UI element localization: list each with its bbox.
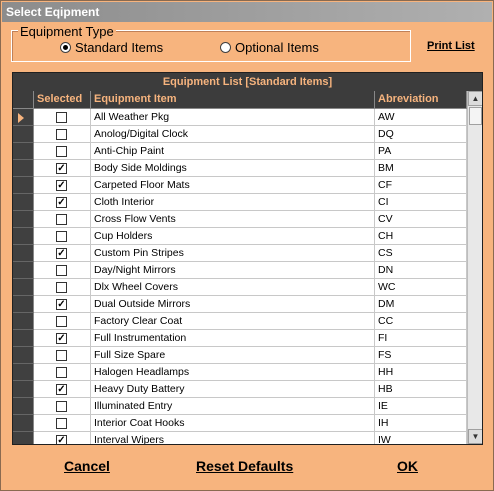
abreviation-cell[interactable]: DN: [375, 262, 467, 279]
row-header[interactable]: [13, 313, 34, 330]
table-row[interactable]: [13, 330, 467, 347]
row-header[interactable]: [13, 279, 34, 296]
table-row[interactable]: [13, 279, 467, 296]
row-header[interactable]: [13, 143, 34, 160]
abreviation-cell[interactable]: PA: [375, 143, 467, 160]
equipment-item-cell[interactable]: Custom Pin Stripes: [91, 245, 375, 262]
cancel-button[interactable]: Cancel: [64, 458, 110, 474]
equipment-type-label: Equipment Type: [20, 24, 114, 39]
equipment-item-cell[interactable]: Anti-Chip Paint: [91, 143, 375, 160]
table-row[interactable]: [13, 211, 467, 228]
arrow-down-icon[interactable]: ▼: [468, 429, 483, 444]
row-header[interactable]: [13, 398, 34, 415]
column-header-equipment-item[interactable]: Equipment Item: [91, 91, 375, 109]
equipment-grid: [12, 72, 483, 445]
radio-optional-items[interactable]: [220, 40, 319, 55]
abreviation-cell[interactable]: HH: [375, 364, 467, 381]
radio-optional-dot[interactable]: [220, 42, 231, 53]
selected-cell: [34, 347, 91, 364]
selected-cell: [34, 143, 91, 160]
selected-checkbox[interactable]: [56, 350, 67, 361]
radio-standard-items[interactable]: [60, 40, 163, 55]
selected-cell: [34, 398, 91, 415]
row-header[interactable]: [13, 262, 34, 279]
table-row[interactable]: [13, 313, 467, 330]
table-row[interactable]: [13, 432, 467, 445]
table-row[interactable]: [13, 364, 467, 381]
row-header[interactable]: [13, 211, 34, 228]
arrow-up-icon[interactable]: ▲: [468, 91, 483, 106]
abreviation-cell[interactable]: HB: [375, 381, 467, 398]
grid-header: [13, 91, 467, 109]
equipment-item-cell[interactable]: Interval Wipers: [91, 432, 375, 445]
abreviation-cell[interactable]: IH: [375, 415, 467, 432]
header-corner: [13, 91, 34, 109]
vertical-scrollbar[interactable]: [467, 91, 482, 444]
equipment-item-cell[interactable]: Full Size Spare: [91, 347, 375, 364]
row-header[interactable]: [13, 194, 34, 211]
abreviation-cell[interactable]: CS: [375, 245, 467, 262]
equipment-item-cell[interactable]: All Weather Pkg: [91, 109, 375, 126]
equipment-item-cell[interactable]: Interior Coat Hooks: [91, 415, 375, 432]
abreviation-cell[interactable]: WC: [375, 279, 467, 296]
selected-checkbox[interactable]: [56, 418, 67, 429]
selected-cell: [34, 364, 91, 381]
equipment-item-cell[interactable]: Anolog/Digital Clock: [91, 126, 375, 143]
abreviation-cell[interactable]: AW: [375, 109, 467, 126]
row-header[interactable]: [13, 160, 34, 177]
scrollbar-thumb[interactable]: [469, 107, 482, 125]
selected-cell: [34, 194, 91, 211]
grid-rows: [13, 109, 467, 445]
selected-checkbox[interactable]: [56, 401, 67, 412]
selected-checkbox[interactable]: ✓: [57, 197, 66, 208]
selected-cell: [34, 126, 91, 143]
abreviation-cell[interactable]: FS: [375, 347, 467, 364]
equipment-type-group: [11, 24, 411, 62]
selected-checkbox[interactable]: ✓: [57, 333, 66, 344]
table-row[interactable]: [13, 109, 467, 126]
table-row[interactable]: [13, 347, 467, 364]
table-row[interactable]: [13, 126, 467, 143]
reset-defaults-button[interactable]: Reset Defaults: [196, 458, 294, 474]
equipment-item-cell[interactable]: Factory Clear Coat: [91, 313, 375, 330]
abreviation-cell[interactable]: CC: [375, 313, 467, 330]
equipment-item-cell[interactable]: Carpeted Floor Mats: [91, 177, 375, 194]
selected-cell: [34, 245, 91, 262]
equipment-item-cell[interactable]: Heavy Duty Battery: [91, 381, 375, 398]
row-header[interactable]: [13, 245, 34, 262]
print-list-link[interactable]: Print List: [427, 40, 475, 52]
selected-checkbox[interactable]: [56, 112, 67, 123]
selected-checkbox[interactable]: [56, 367, 67, 378]
column-header-selected[interactable]: Selected: [34, 91, 91, 109]
column-header-abreviation[interactable]: Abreviation: [375, 91, 467, 109]
selected-checkbox[interactable]: [56, 231, 67, 242]
equipment-item-cell[interactable]: Day/Night Mirrors: [91, 262, 375, 279]
grid-caption: Equipment List [Standard Items]: [13, 73, 482, 91]
selected-cell: [34, 415, 91, 432]
selected-checkbox[interactable]: [56, 265, 67, 276]
row-header[interactable]: [13, 228, 34, 245]
equipment-item-cell[interactable]: Dlx Wheel Covers: [91, 279, 375, 296]
selected-checkbox[interactable]: [56, 129, 67, 140]
row-header[interactable]: [13, 296, 34, 313]
ok-button[interactable]: OK: [397, 458, 418, 474]
abreviation-cell[interactable]: IE: [375, 398, 467, 415]
abreviation-cell[interactable]: DM: [375, 296, 467, 313]
selected-cell: [34, 228, 91, 245]
row-header[interactable]: [13, 177, 34, 194]
row-header[interactable]: [13, 432, 34, 445]
abreviation-cell[interactable]: CI: [375, 194, 467, 211]
table-row[interactable]: [13, 228, 467, 245]
selected-cell: [34, 381, 91, 398]
equipment-item-cell[interactable]: Cloth Interior: [91, 194, 375, 211]
abreviation-cell[interactable]: DQ: [375, 126, 467, 143]
table-row[interactable]: [13, 381, 467, 398]
abreviation-cell[interactable]: CF: [375, 177, 467, 194]
selected-checkbox[interactable]: [56, 282, 67, 293]
selected-checkbox[interactable]: ✓: [57, 384, 66, 395]
row-header[interactable]: [13, 381, 34, 398]
table-row[interactable]: [13, 245, 467, 262]
row-header[interactable]: [13, 330, 34, 347]
equipment-item-cell[interactable]: Cup Holders: [91, 228, 375, 245]
equipment-item-cell[interactable]: Illuminated Entry: [91, 398, 375, 415]
selected-cell: [34, 330, 91, 347]
selected-cell: [34, 211, 91, 228]
equipment-item-cell[interactable]: Dual Outside Mirrors: [91, 296, 375, 313]
selected-cell: [34, 262, 91, 279]
table-row[interactable]: [13, 262, 467, 279]
selected-checkbox[interactable]: [56, 316, 67, 327]
table-row[interactable]: [13, 160, 467, 177]
selected-checkbox[interactable]: ✓: [57, 299, 66, 310]
selected-cell: [34, 432, 91, 445]
row-pointer-icon[interactable]: [13, 109, 34, 126]
selected-checkbox[interactable]: ✓: [57, 163, 66, 174]
table-row[interactable]: [13, 415, 467, 432]
abreviation-cell[interactable]: IW: [375, 432, 467, 445]
equipment-item-cell[interactable]: Halogen Headlamps: [91, 364, 375, 381]
equipment-item-cell[interactable]: Full Instrumentation: [91, 330, 375, 347]
selected-cell: [34, 279, 91, 296]
row-header[interactable]: [13, 364, 34, 381]
selected-cell: [34, 177, 91, 194]
abreviation-cell[interactable]: CH: [375, 228, 467, 245]
equipment-item-cell[interactable]: Body Side Moldings: [91, 160, 375, 177]
radio-standard-dot[interactable]: [60, 42, 71, 53]
selected-cell: [34, 296, 91, 313]
table-row[interactable]: [13, 296, 467, 313]
radio-standard-label: Standard Items: [75, 40, 164, 55]
table-row[interactable]: [13, 177, 467, 194]
selected-cell: [34, 160, 91, 177]
selected-checkbox[interactable]: ✓: [57, 248, 66, 259]
selected-checkbox[interactable]: [56, 214, 67, 225]
radio-optional-label: Optional Items: [235, 40, 319, 55]
abreviation-cell[interactable]: BM: [375, 160, 467, 177]
equipment-item-cell[interactable]: Cross Flow Vents: [91, 211, 375, 228]
row-header[interactable]: [13, 415, 34, 432]
selected-cell: [34, 313, 91, 330]
table-row[interactable]: [13, 143, 467, 160]
selected-checkbox[interactable]: ✓: [57, 435, 66, 445]
abreviation-cell[interactable]: CV: [375, 211, 467, 228]
table-row[interactable]: [13, 398, 467, 415]
row-header[interactable]: [13, 347, 34, 364]
selected-checkbox[interactable]: ✓: [57, 180, 66, 191]
window-title: Select Eqipment: [2, 2, 492, 22]
selected-checkbox[interactable]: [56, 146, 67, 157]
abreviation-cell[interactable]: FI: [375, 330, 467, 347]
table-row[interactable]: [13, 194, 467, 211]
row-header[interactable]: [13, 126, 34, 143]
selected-cell: [34, 109, 91, 126]
